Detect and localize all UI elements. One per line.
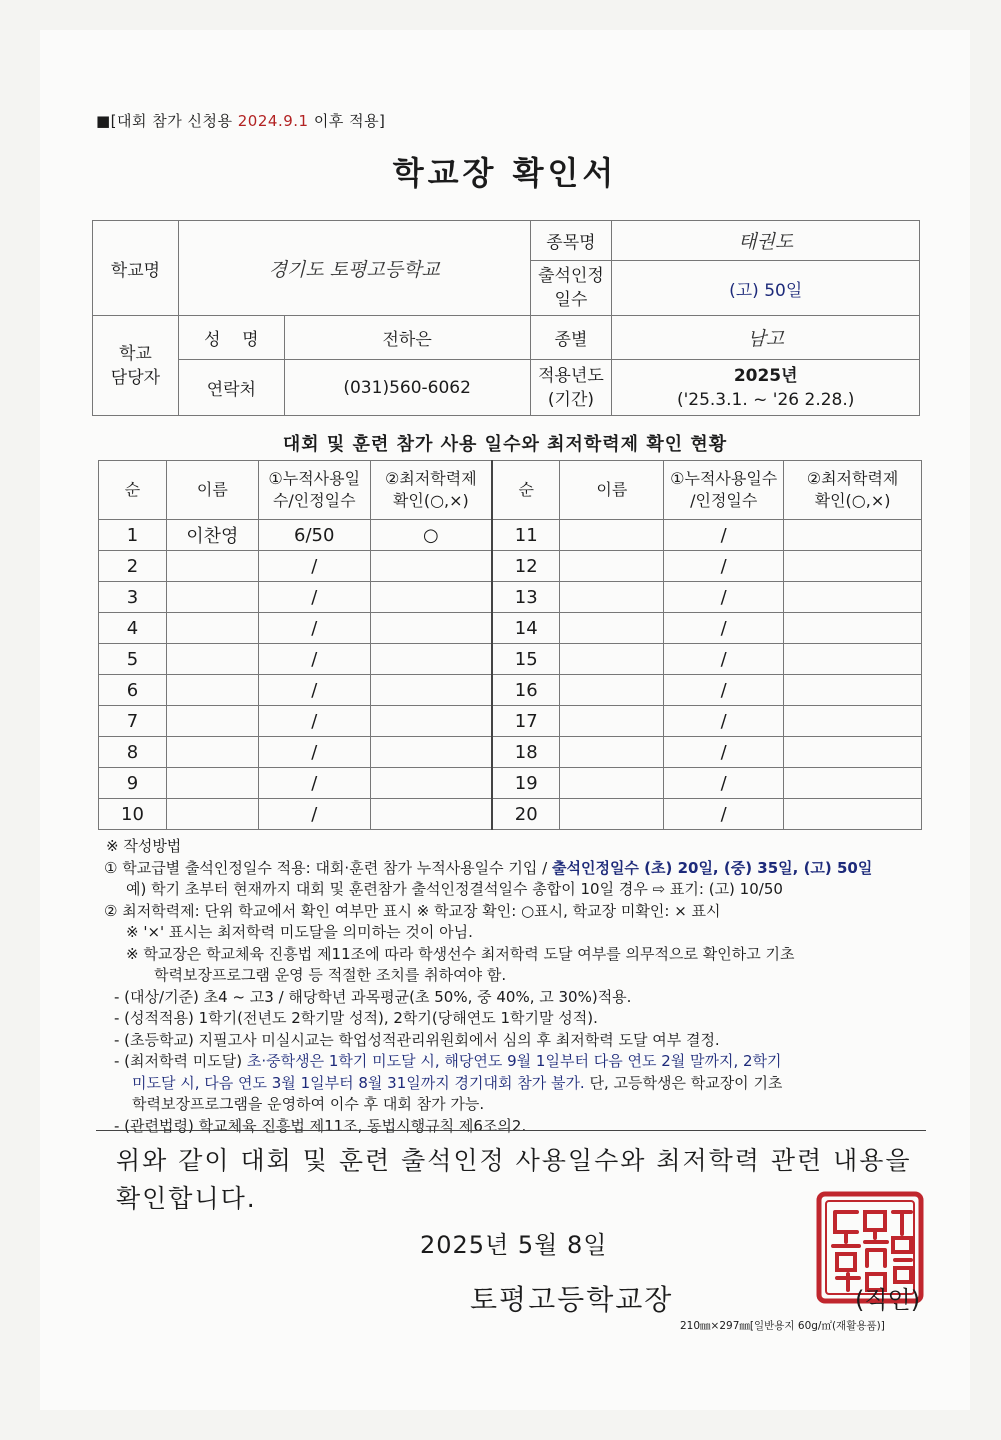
student-name xyxy=(560,799,664,830)
gender-value: 남고 xyxy=(612,316,920,360)
divider xyxy=(96,1130,926,1131)
status-grid xyxy=(98,460,922,830)
header-check-right: ②최저학력제 확인(○,×) xyxy=(784,461,922,520)
student-name xyxy=(166,799,258,830)
row-number: 7 xyxy=(99,706,167,737)
days-used: / xyxy=(664,799,784,830)
achievement-check xyxy=(370,675,492,706)
instruction-elementary: - (초등학교) 지필고사 미실시교는 학업성적관리위원회에서 심의 후 최저학력 도달 여부 결정. xyxy=(114,1030,720,1049)
days-used: / xyxy=(258,675,370,706)
row-number: 5 xyxy=(99,644,167,675)
header-note: ■[대회 참가 신청용 2024.9.1 이후 적용] xyxy=(96,112,386,130)
table-row xyxy=(99,706,922,737)
row-number: 8 xyxy=(99,737,167,768)
row-number: 1 xyxy=(99,520,167,551)
achievement-check xyxy=(784,644,922,675)
row-number: 2 xyxy=(99,551,167,582)
row-number: 16 xyxy=(492,675,560,706)
achievement-check xyxy=(784,520,922,551)
days-used: / xyxy=(258,706,370,737)
principal-name: 토평고등학교장 xyxy=(470,1283,674,1316)
achievement-check xyxy=(784,582,922,613)
days-used: / xyxy=(258,644,370,675)
student-name xyxy=(560,644,664,675)
student-name xyxy=(560,706,664,737)
days-used: / xyxy=(664,551,784,582)
row-number: 20 xyxy=(492,799,560,830)
student-name xyxy=(560,737,664,768)
sign-date: 2025년 5월 8일 xyxy=(420,1231,608,1259)
contact-value: (031)560-6062 xyxy=(284,360,530,416)
sport-value: 태권도 xyxy=(612,221,920,261)
table-row xyxy=(99,644,922,675)
table-row xyxy=(99,737,922,768)
days-used: / xyxy=(664,582,784,613)
days-used: / xyxy=(258,768,370,799)
instruction-fail: - (최저학력 미도달) xyxy=(114,1052,247,1070)
sport-label: 종목명 xyxy=(530,221,612,261)
table-row xyxy=(99,613,922,644)
student-name xyxy=(560,613,664,644)
instruction-2-principal: ※ 학교장은 학교체육 진흥법 제11조에 따라 학생선수 최저학력 도달 여부를 의무적으로 확인하고 기초 xyxy=(126,944,795,963)
days-used: 6/50 xyxy=(258,520,370,551)
days-used: / xyxy=(664,737,784,768)
student-name xyxy=(166,675,258,706)
name-value: 전하은 xyxy=(284,316,530,360)
row-number: 12 xyxy=(492,551,560,582)
days-used: / xyxy=(664,520,784,551)
achievement-check xyxy=(370,706,492,737)
days-used: / xyxy=(258,737,370,768)
table-row xyxy=(99,675,922,706)
student-name xyxy=(560,582,664,613)
student-name xyxy=(166,737,258,768)
instruction-2: ② 최저학력제: 단위 학교에서 확인 여부만 표시 ※ 학교장 확인: ○표시, 학교장 미확인: × 표시 xyxy=(104,901,721,920)
seal-label: (직인) xyxy=(855,1286,921,1314)
row-number: 4 xyxy=(99,613,167,644)
instruction-fail-high-cont: 학력보장프로그램을 운영하여 이수 후 대회 참가 가능. xyxy=(132,1095,485,1113)
student-name xyxy=(560,768,664,799)
student-name xyxy=(166,644,258,675)
instruction-example: 예) 학기 초부터 현재까지 대회 및 훈련참가 출석인정결석일수 총합이 10일 경우 ⇨ 표기: (고) 10/50 xyxy=(126,880,783,898)
table-row xyxy=(99,582,922,613)
contact-label: 연락처 xyxy=(178,360,284,416)
table-row xyxy=(99,799,922,830)
achievement-check xyxy=(784,799,922,830)
student-name xyxy=(560,675,664,706)
row-number: 14 xyxy=(492,613,560,644)
days-used: / xyxy=(664,768,784,799)
achievement-check xyxy=(370,644,492,675)
instructions-heading: ※ 작성방법 xyxy=(106,837,182,855)
row-number: 9 xyxy=(99,768,167,799)
document-title: 학교장 확인서 xyxy=(392,154,618,192)
student-name xyxy=(560,551,664,582)
achievement-check xyxy=(370,582,492,613)
row-number: 19 xyxy=(492,768,560,799)
header-no-right: 순 xyxy=(492,461,560,520)
school-label: 학교명 xyxy=(93,221,179,316)
school-info-table xyxy=(92,220,920,416)
instruction-grades: - (성적적용) 1학기(전년도 2학기말 성적), 2학기(당해연도 1학기말 성적). xyxy=(114,1009,598,1027)
achievement-check xyxy=(784,613,922,644)
student-name: 이찬영 xyxy=(166,520,258,551)
days-used: / xyxy=(258,799,370,830)
row-number: 13 xyxy=(492,582,560,613)
paper-spec-footer: 210㎜×297㎜[일반용지 60g/㎡(재활용품)] xyxy=(680,1320,885,1332)
year-cell xyxy=(612,360,920,416)
header-days-right: ①누적사용일수 /인정일수 xyxy=(664,461,784,520)
header-days-left: ①누적사용일 수/인정일수 xyxy=(258,461,370,520)
year-label: 적용년도 (기간) xyxy=(530,360,612,416)
gender-label: 종별 xyxy=(530,316,612,360)
instruction-fail-cont: 미도달 시, 다음 연도 3월 1일부터 8월 31일까지 경기대회 참가 불가. xyxy=(132,1073,585,1092)
achievement-check xyxy=(370,737,492,768)
days-used: / xyxy=(258,582,370,613)
manager-label: 학교 담당자 xyxy=(93,316,179,416)
achievement-check: ○ xyxy=(370,520,492,551)
achievement-check xyxy=(784,706,922,737)
header-no-left: 순 xyxy=(99,461,167,520)
instruction-law: - (관련법령) 학교체육 진흥법 제11조, 동법시행규칙 제6조의2. xyxy=(114,1116,527,1135)
achievement-check xyxy=(370,613,492,644)
year-value: 2025년 xyxy=(733,365,798,386)
header-name-left: 이름 xyxy=(166,461,258,520)
achievement-check xyxy=(370,799,492,830)
achievement-check xyxy=(370,551,492,582)
row-number: 18 xyxy=(492,737,560,768)
row-number: 6 xyxy=(99,675,167,706)
days-used: / xyxy=(664,706,784,737)
student-name xyxy=(166,706,258,737)
achievement-check xyxy=(784,737,922,768)
instructions xyxy=(104,836,934,1137)
student-name xyxy=(166,582,258,613)
header-check-left: ②최저학력제 확인(○,×) xyxy=(370,461,492,520)
achievement-check xyxy=(370,768,492,799)
instruction-1-emphasis: 출석인정일수 (초) 20일, (중) 35일, (고) 50일 xyxy=(551,858,873,877)
status-title: 대회 및 훈련 참가 사용 일수와 최저학력제 확인 현황 xyxy=(282,434,728,455)
row-number: 11 xyxy=(492,520,560,551)
instruction-target: - (대상/기준) 초4 ~ 고3 / 해당학년 과목평균(초 50%, 중 40%, 고 30%)적용. xyxy=(114,987,632,1006)
header-name-right: 이름 xyxy=(560,461,664,520)
days-used: / xyxy=(664,613,784,644)
table-row xyxy=(99,551,922,582)
period-value: ('25.3.1. ~ '26 2.28.) xyxy=(676,389,855,410)
row-number: 10 xyxy=(99,799,167,830)
student-name xyxy=(166,768,258,799)
achievement-check xyxy=(784,551,922,582)
instruction-2-principal-cont: 학력보장프로그램 운영 등 적절한 조치를 취하여야 함. xyxy=(154,966,507,984)
days-used: / xyxy=(664,675,784,706)
row-number: 3 xyxy=(99,582,167,613)
achievement-check xyxy=(784,768,922,799)
student-name xyxy=(166,551,258,582)
school-value: 경기도 토평고등학교 xyxy=(178,221,530,316)
student-name xyxy=(560,520,664,551)
instruction-1: ① 학교급별 출석인정일수 적용: 대회·훈련 참가 누적사용일수 기입 / xyxy=(104,858,552,877)
attend-value: (고) 50일 xyxy=(612,261,920,316)
row-number: 17 xyxy=(492,706,560,737)
row-number: 15 xyxy=(492,644,560,675)
achievement-check xyxy=(784,675,922,706)
instruction-2-note: ※ '×' 표시는 최저학력 미도달을 의미하는 것이 아님. xyxy=(126,923,473,941)
document-page xyxy=(40,30,970,1410)
days-used: / xyxy=(258,551,370,582)
header-note-date: 2024.9.1 xyxy=(237,112,309,130)
days-used: / xyxy=(258,613,370,644)
attend-label: 출석인정 일수 xyxy=(530,261,612,316)
table-row xyxy=(99,768,922,799)
grid-header-row xyxy=(99,461,922,520)
student-name xyxy=(166,613,258,644)
confirm-statement: 위와 같이 대회 및 훈련 출석인정 사용일수와 최저학력 관련 내용을 확인합니다. xyxy=(116,1146,912,1213)
days-used: / xyxy=(664,644,784,675)
name-label: 성 명 xyxy=(178,316,284,360)
table-row xyxy=(99,520,922,551)
instruction-fail-high: 단, 고등학생은 학교장이 기초 xyxy=(584,1073,783,1092)
instruction-fail-detail: 초·중학생은 1학기 미도달 시, 해당연도 9월 1일부터 다음 연도 2월 말까지, 2학기 xyxy=(246,1052,782,1070)
